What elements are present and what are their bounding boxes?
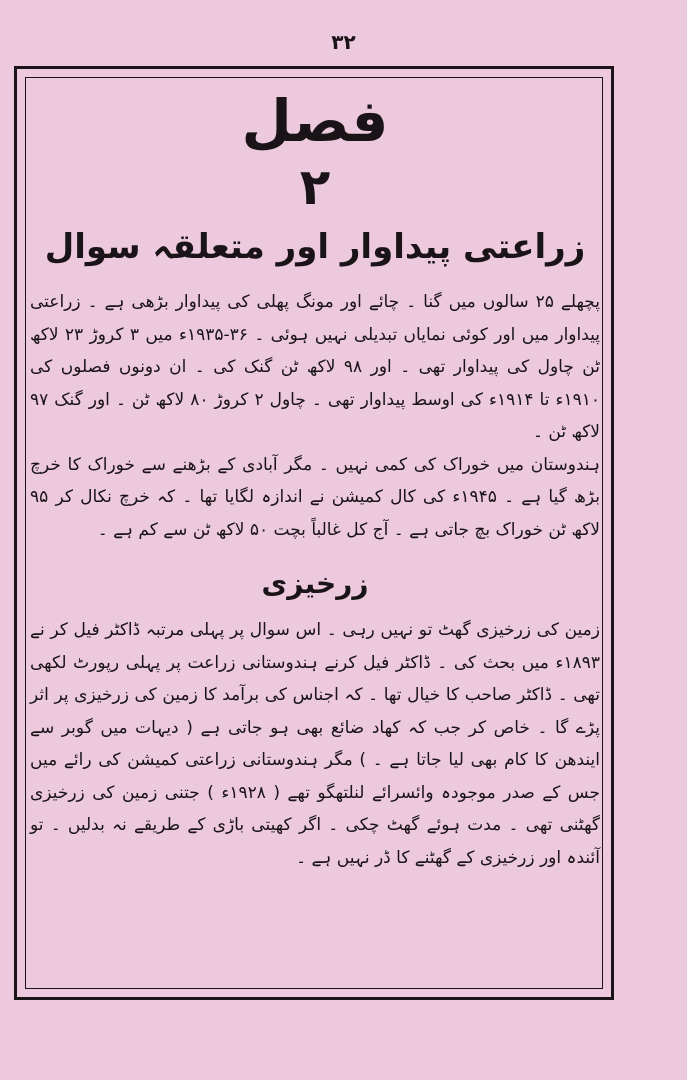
paragraph: ہندوستان میں خوراک کی کمی نہیں ۔ مگر آبادی کے بڑھنے سے خوراک کا خرچ بڑھ گیا ہے ۔ ۱۹۴۵ء کی کال کمیشن نے اندازہ لگایا تھا ۔ کہ خرچ نکال کر ۹۵ لاکھ ٹن خوراک بچ جاتی ہے ۔ آج کل غالباً بچت ۵۰ لاکھ ٹن سے کم ہے ۔ [30, 454, 600, 540]
paragraph: زمین کی زرخیزی گھٹ تو نہیں رہی ۔ اس سوال پر پہلی مرتبہ ڈاکٹر فیل کر نے ۱۸۹۳ء میں بحث کی ۔ ڈاکٹر فیل کرنے ہندوستانی زراعت پر پہلی رپورٹ لکھی تھی ۔ ڈاکٹر صاحب کا خیال تھا ۔ کہ اجناس کی برآمد کا زمین کی زرخیزی پر اثر پڑے گا ۔ خاص کر جب کہ کھاد ضائع بھی ہو جاتی ہے ( دیہات میں گوبر سے ایندھن کا کام بھی لیا جاتا ہے ۔ ) مگر ہندوستانی زراعتی کمیشن کی رائے میں جس کے صدر موجودہ وائسرائے لنلتھگو تھے ( ۱۹۲۸ء ) جتنی زمین کی زرخیزی گھٹنی تھی ۔ مدت ہوئے گھٹ چکی ۔ اگر کھیتی باڑی کے طریقے نہ بدلیں ۔ تو آئندہ اور زرخیزی کے گھٹنے کا ڈر نہیں ہے ۔ [30, 620, 600, 868]
page-content [30, 82, 600, 982]
chapter-number: ۲ [299, 158, 331, 216]
paragraph: پچھلے ۲۵ سالوں میں گنا ۔ چائے اور مونگ پھلی کی پیداوار بڑھی ہے ۔ زراعتی پیداوار میں اور کوئی نمایاں تبدیلی نہیں ہوئی ۔ ۳۶-۱۹۳۵ء میں ۳ کروڑ ۲۳ لاکھ ٹن چاول کی پیداوار تھی ۔ اور ۹۸ لاکھ ٹن گنک کی ۔ ان دونوں فصلوں کی ۱۹۱۰ء تا ۱۹۱۴ء کی اوسط پیداوار تھی ۔ چاول ۲ کروڑ ۸۰ لاکھ ٹن ۔ اور گنک ۹۷ لاکھ ٹن ۔ [30, 292, 601, 442]
section-heading: زراعتی پیداوار اور متعلقہ سوال [44, 227, 586, 267]
subsection-heading: زرخیزی [261, 567, 369, 600]
page-number: ۳۲ [331, 30, 356, 54]
chapter-title: فصل [241, 87, 389, 155]
